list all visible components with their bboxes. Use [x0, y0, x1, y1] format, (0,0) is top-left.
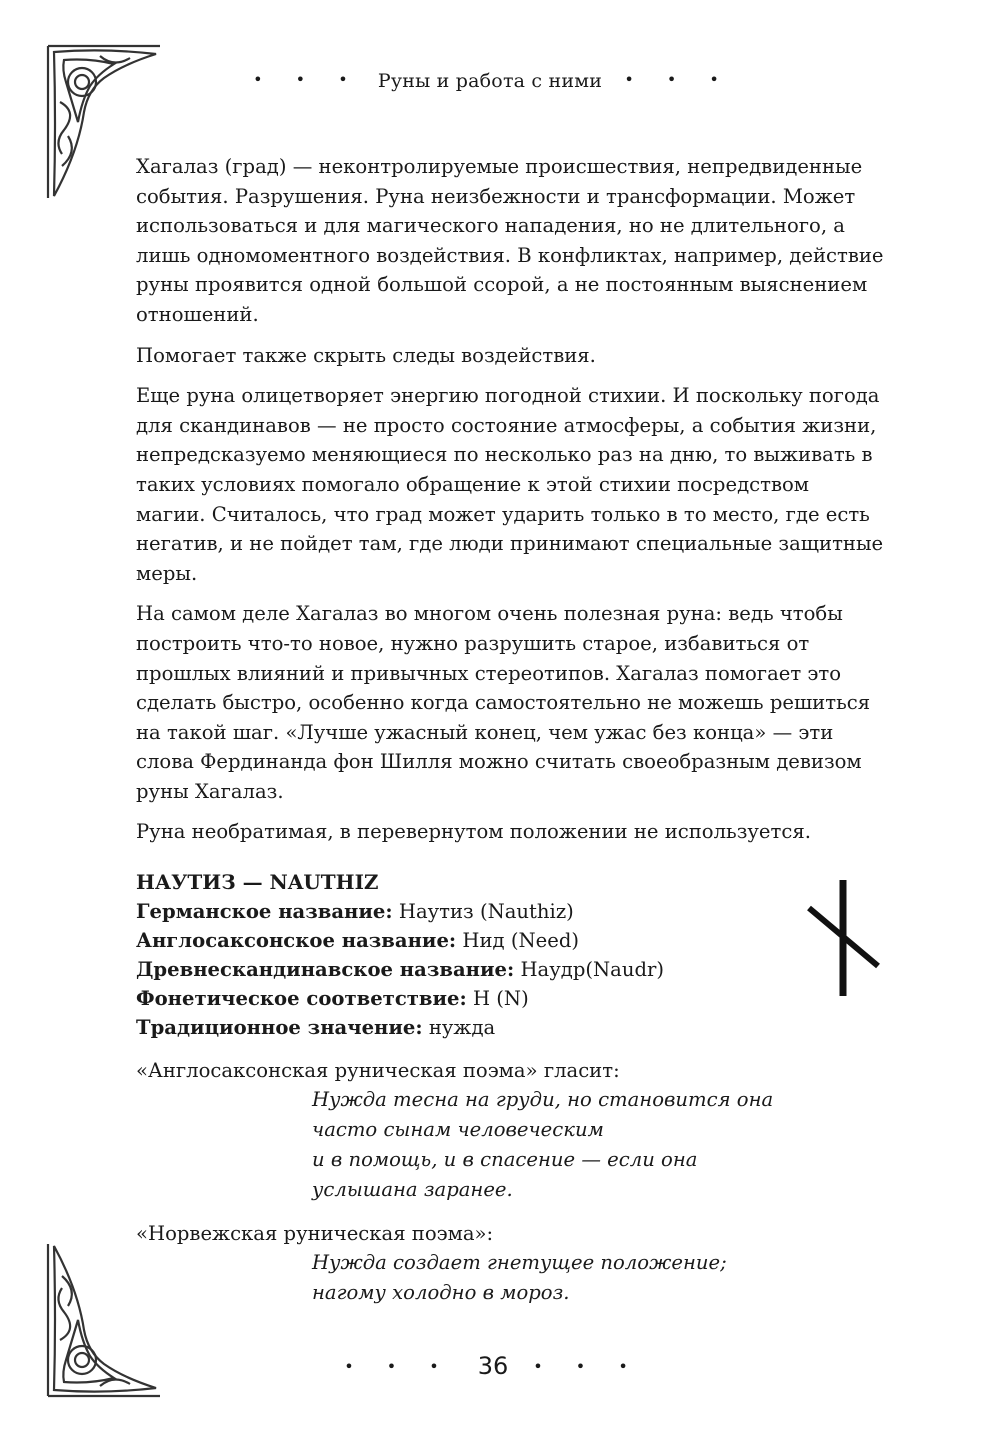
- verse-line: и в помощь, и в спасение — если она: [312, 1148, 698, 1171]
- paragraph: Хагалаз (град) — неконтролируемые происшествия, непредвиденные события. Разрушения. Руна неизбежности и трансформации. Может использоваться и для магического нападения, но не длительного, а лишь одномоментного воздействия. В конфликтах, например, действие руны проявится одной большой ссорой, а не постоянным выяснением отношений.: [136, 155, 884, 326]
- quote-intro-anglo-saxon: «Англосаксонская руническая поэма» гласит:: [136, 1059, 620, 1082]
- property-value: нужда: [422, 1016, 496, 1039]
- property-value: Наудр(Naudr): [514, 958, 665, 981]
- property-label: Англосаксонское название:: [136, 929, 457, 952]
- paragraph: На самом деле Хагалаз во многом очень полезная руна: ведь чтобы построить что-то новое, нужно разрушить старое, избавиться от прошлых влияний и привычных стереотипов. Хагалаз помогает это сделать быстро, особенно когда самостоятельно не можешь решиться на такой шаг. «Лучше ужасный конец, чем ужас без конца» — эти слова Фердинанда фон Шилля можно считать своеобразным девизом руны Хагалаз.: [136, 602, 871, 803]
- verse-line: Нужда тесна на груди, но становится она: [312, 1088, 774, 1111]
- property-value: Наутиз (Nauthiz): [392, 900, 574, 923]
- footer-dots-right: • • •: [533, 1357, 642, 1376]
- property-value: Нид (Need): [456, 929, 580, 952]
- page-footer: [0, 1352, 986, 1380]
- body-text: [136, 152, 884, 858]
- paragraph: Помогает также скрыть следы воздействия.: [136, 343, 596, 367]
- property-label: Традиционное значение:: [136, 1016, 423, 1039]
- verse-anglo-saxon: [312, 1085, 884, 1205]
- header-dots-left: • • •: [253, 70, 362, 89]
- property-label: Германское название:: [136, 900, 393, 923]
- header-dots-right: • • •: [624, 70, 733, 89]
- verse-norwegian: [312, 1248, 884, 1308]
- page-number: 36: [477, 1352, 509, 1380]
- property-value: Н (N): [466, 987, 529, 1010]
- verse-line: нагому холодно в мороз.: [312, 1281, 570, 1304]
- section-title: НАУТИЗ — NAUTHIZ: [136, 870, 379, 894]
- property-label: Древнескандинавское название:: [136, 958, 515, 981]
- footer-dots-left: • • •: [344, 1357, 453, 1376]
- paragraph: Руна необратимая, в перевернутом положении не используется.: [136, 820, 811, 844]
- verse-line: услышана заранее.: [312, 1178, 513, 1201]
- quote-intro-norwegian: «Норвежская руническая поэма»:: [136, 1222, 494, 1245]
- rune-section: [136, 868, 884, 1308]
- property-label: Фонетическое соответствие:: [136, 987, 467, 1010]
- running-head: [0, 70, 986, 92]
- property-row: [136, 1013, 884, 1042]
- verse-line: Нужда создает гнетущее положение;: [312, 1251, 727, 1274]
- property-row: [136, 897, 884, 926]
- paragraph: Еще руна олицетворяет энергию погодной стихии. И поскольку погода для скандинавов — не просто состояние атмосферы, а события жизни, непредсказуемо меняющиеся по несколько раз на дню, то выживать в таких условиях помогало обращение к этой стихии посредством магии. Считалось, что град может ударить только в то место, где есть негатив, и не пойдет там, где люди принимают специальные защитные меры.: [136, 384, 884, 585]
- property-row: [136, 926, 884, 955]
- property-row: [136, 955, 884, 984]
- verse-line: часто сынам человеческим: [312, 1118, 604, 1141]
- running-head-title: Руны и работа с ними: [377, 70, 603, 92]
- property-row: [136, 984, 884, 1013]
